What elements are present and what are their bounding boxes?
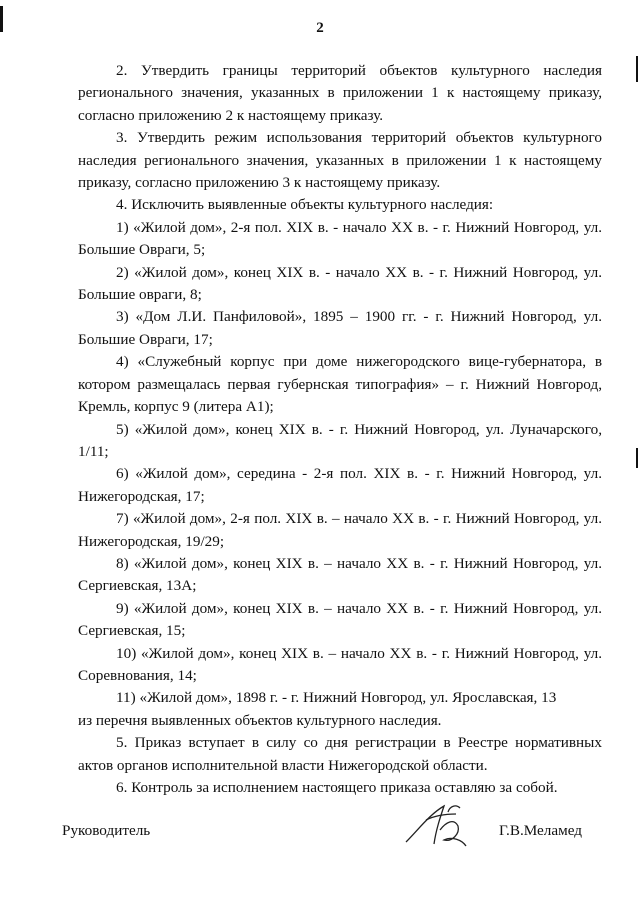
list-item: 6) «Жилой дом», середина - 2-я пол. XIX в. - г. Нижний Новгород, ул. Нижегородская, 17; (78, 465, 602, 505)
paragraph-control: 6. Контроль за исполнением настоящего приказа оставляю за собой. (116, 779, 558, 796)
list-item: 4) «Служебный корпус при доме нижегородского вице-губернатора, в котором размещалась первая губернская типография» – г. Нижний Новгород, Кремль, корпус 9 (литера А1); (78, 353, 602, 416)
paragraph-usage-regime: 3. Утвердить режим использования территорий объектов культурного наследия регионального значения, указанных в приложении 1 к настоящему приказу, согласно приложению 3 к настоящему приказу. (78, 129, 602, 192)
paragraph-effective-date: 5. Приказ вступает в силу со дня регистрации в Реестре нормативных актов органов исполнительной власти Нижегородской области. (78, 734, 602, 774)
page-number: 2 (316, 20, 324, 36)
list-item: 5) «Жилой дом», конец XIX в. - г. Нижний Новгород, ул. Луначарского, 1/11; (78, 420, 602, 460)
scan-edge-mark-right-lower (636, 448, 638, 468)
list-item: 10) «Жилой дом», конец XIX в. – начало XX в. - г. Нижний Новгород, ул. Соревнования, 14; (78, 644, 602, 684)
list-item: 1) «Жилой дом», 2-я пол. XIX в. - начало XX в. - г. Нижний Новгород, ул. Большие Овраги, 5; (78, 218, 602, 259)
signer-role: Руководитель (62, 822, 151, 839)
scan-edge-mark-right (636, 56, 638, 82)
paragraph-exclusion-tail: из перечня выявленных объектов культурного наследия. (78, 711, 442, 729)
paragraph-exclusion-intro: 4. Исключить выявленные объекты культурного наследия: (116, 196, 494, 214)
list-item: 7) «Жилой дом», 2-я пол. XIX в. – начало XX в. - г. Нижний Новгород, ул. Нижегородская, 19/29; (78, 510, 602, 550)
list-item: 2) «Жилой дом», конец XIX в. - начало XX в. - г. Нижний Новгород, ул. Большие овраги, 8; (78, 263, 602, 304)
list-item: 11) «Жилой дом», 1898 г. - г. Нижний Новгород, ул. Ярославская, 13 (116, 689, 557, 707)
paragraph-boundaries: 2. Утвердить границы территорий объектов культурного наследия регионального значения, указанных в приложении 1 к настоящему приказу, согласно приложению 2 к настоящему приказу. (78, 62, 602, 124)
document-body (78, 60, 602, 799)
signer-name: Г.В.Меламед (498, 822, 582, 839)
handwritten-signature (400, 800, 480, 850)
list-item: 9) «Жилой дом», конец XIX в. – начало XX в. - г. Нижний Новгород, ул. Сергиевская, 15; (78, 599, 602, 640)
list-item: 8) «Жилой дом», конец XIX в. – начало XX в. - г. Нижний Новгород, ул. Сергиевская, 13А; (78, 554, 602, 595)
list-item: 3) «Дом Л.И. Панфиловой», 1895 – 1900 гг. - г. Нижний Новгород, ул. Большие Овраги, 17; (78, 308, 602, 348)
